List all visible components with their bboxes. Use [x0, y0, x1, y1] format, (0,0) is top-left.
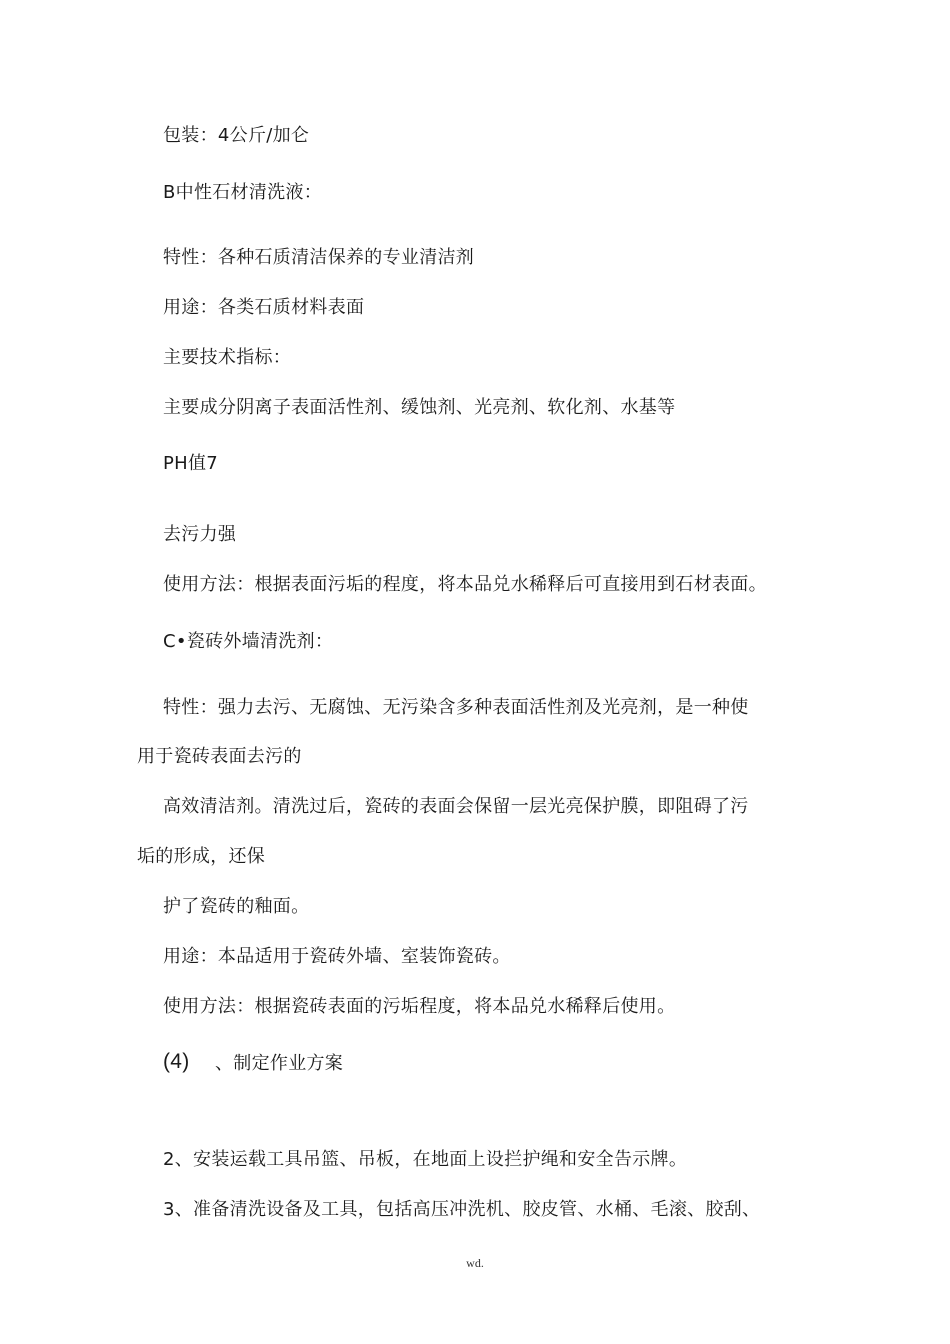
- c-characteristics-line-1: 特性：强力去污、无腐蚀、无污染含多种表面活性剂及光亮剂，是一种使: [163, 697, 749, 718]
- c-characteristics-line-3: 高效清洁剂。清洗过后，瓷砖的表面会保留一层光亮保护膜，即阻碍了污: [163, 796, 749, 817]
- ph-value-line: PH值7: [163, 453, 219, 474]
- tech-specs-heading: 主要技术指标：: [163, 347, 292, 368]
- section-4-number: (4): [163, 1050, 190, 1073]
- usage-line: 用途：各类石质材料表面: [163, 297, 365, 318]
- section-c-heading: C•瓷砖外墙清洗剂：: [163, 631, 334, 652]
- step-2-line: 2、安装运载工具吊篮、吊板，在地面上设拦护绳和安全告示牌。: [163, 1149, 688, 1170]
- page-footer: wd.: [466, 1256, 484, 1270]
- characteristics-line: 特性：各种石质清洁保养的专业清洁剂: [163, 247, 475, 268]
- c-usage-line: 用途：本品适用于瓷砖外墙、室装饰瓷砖。: [163, 946, 511, 967]
- method-line: 使用方法：根据表面污垢的程度，将本品兑水稀释后可直接用到石材表面。: [163, 574, 767, 595]
- step-3-line: 3、准备清洗设备及工具，包括高压冲洗机、胶皮管、水桶、毛滚、胶刮、: [163, 1199, 761, 1220]
- ingredients-line: 主要成分阴离子表面活性剂、缓蚀剂、光亮剂、软化剂、水基等: [163, 397, 676, 418]
- packaging-line: 包装：4公斤/加仑: [163, 125, 310, 146]
- c-characteristics-line-5: 护了瓷砖的釉面。: [163, 896, 310, 917]
- c-characteristics-line-2: 用于瓷砖表面去污的: [137, 746, 302, 767]
- cleaning-power-line: 去污力强: [163, 524, 237, 545]
- c-method-line: 使用方法：根据瓷砖表面的污垢程度，将本品兑水稀释后使用。: [163, 996, 676, 1017]
- section-4-heading: 、制定作业方案: [215, 1053, 344, 1074]
- section-b-heading: B中性石材清洗液：: [163, 182, 323, 203]
- c-characteristics-line-4: 垢的形成，还保: [137, 846, 266, 867]
